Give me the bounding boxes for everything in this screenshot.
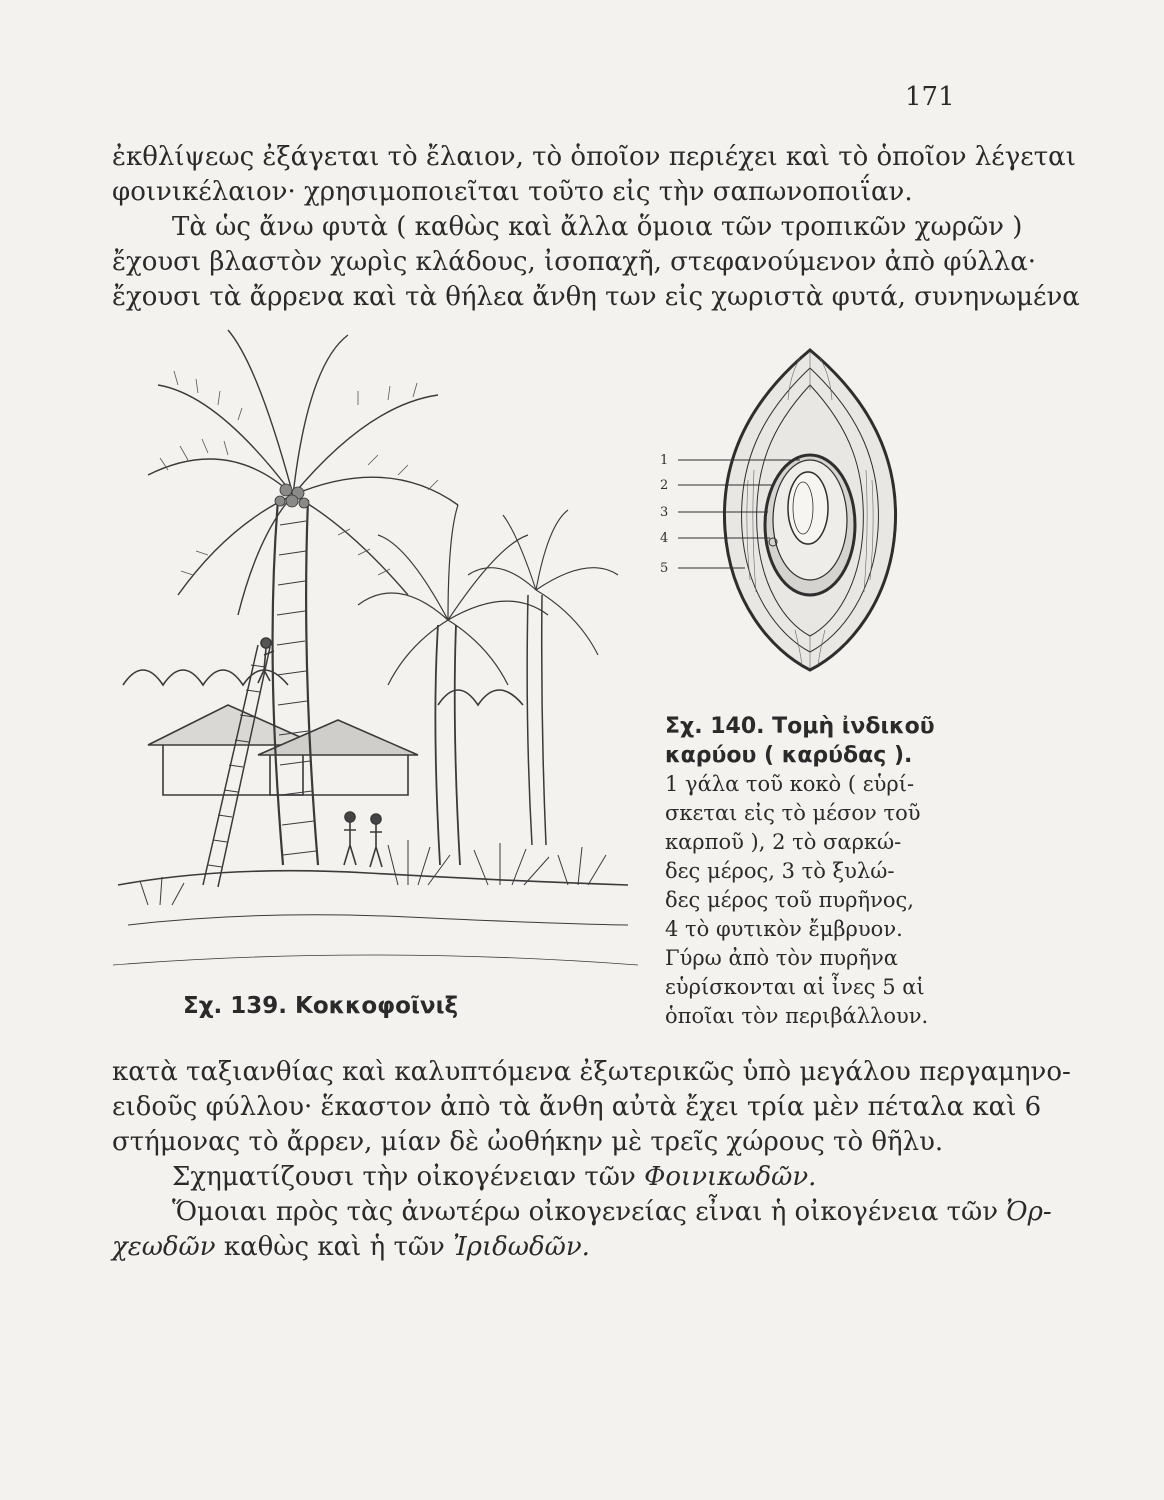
caption-line: σκεται εἰς τὸ μέσον τοῦ <box>665 801 921 825</box>
text-line <box>112 1230 950 1265</box>
diagram-label: 3 <box>660 505 669 520</box>
page-number: 171 <box>905 82 955 112</box>
plants-paragraph <box>112 210 1080 315</box>
text-line <box>112 1160 950 1195</box>
diagram-label: 5 <box>660 561 669 576</box>
intro-paragraph <box>112 140 1076 210</box>
diagram-label: 4 <box>660 531 669 546</box>
family-name: Φοινικωδῶν. <box>644 1162 817 1192</box>
caption-title: Σχ. 140. Τομὴ ἰνδικοῦ <box>665 714 935 739</box>
figure-140-caption <box>665 712 935 1031</box>
diagram-label: 1 <box>660 453 669 468</box>
caption-line: καρποῦ ), 2 τὸ σαρκώ- <box>665 830 902 854</box>
coconut-cross-section-diagram <box>650 330 950 690</box>
text-fragment: καθὼς καὶ ἡ τῶν <box>215 1232 454 1262</box>
caption-line: Γύρω ἀπὸ τὸν πυρῆνα <box>665 946 898 970</box>
text-line: ἐκθλίψεως ἐξάγεται τὸ ἔλαιον, τὸ ὁποῖον περιέχει καὶ τὸ ὁποῖον λέγεται <box>112 142 1076 172</box>
text-line: στήμονας τὸ ἄρρεν, μίαν δὲ ὠοθήκην μὲ τρεῖς χώρους τὸ θῆλυ. <box>112 1127 944 1157</box>
caption-line: εὑρίσκονται αἱ ἶνες 5 αἱ <box>665 975 925 999</box>
caption-line: δες μέρος τοῦ πυρῆνος, <box>665 888 914 912</box>
text-line: ειδοῦς φύλλου· ἕκαστον ἀπὸ τὰ ἄνθη αὐτὰ ἔχει τρία μὲν πέταλα καὶ 6 <box>112 1092 1042 1122</box>
figure-139-caption: Σχ. 139. Κοκκοφοῖνιξ <box>183 993 459 1019</box>
family-name: Ἰριδωδῶν. <box>453 1232 590 1262</box>
text-line: κατὰ ταξιανθίας καὶ καλυπτόμενα ἐξωτερικῶς ὑπὸ μεγάλου περγαμηνο- <box>112 1057 1071 1087</box>
text-line: ἔχουσι τὰ ἄρρενα καὶ τὰ θήλεα ἄνθη των εἰς χωριστὰ φυτά, συνηνωμένα <box>112 282 1080 312</box>
text-fragment: Σχηματίζουσι τὴν οἰκογένειαν τῶν <box>172 1162 645 1192</box>
caption-line: ὁποῖαι τὸν περιβάλλουν. <box>665 1004 929 1028</box>
caption-line: δες μέρος, 3 τὸ ξυλώ- <box>665 859 895 883</box>
diagram-label: 2 <box>660 478 669 493</box>
caption-line: 1 γάλα τοῦ κοκὸ ( εὑρί- <box>665 772 915 796</box>
text-line <box>112 1195 1052 1230</box>
caption-line: 4 τὸ φυτικὸν ἔμβρυον. <box>665 917 903 941</box>
text-fragment: Ὅμοιαι πρὸς τὰς ἀνωτέρω οἰκογενείας εἶναι ἡ οἰκογένεια τῶν <box>172 1197 1007 1227</box>
text-line: Τὰ ὡς ἄνω φυτὰ ( καθὼς καὶ ἄλλα ὅμοια τῶν τροπικῶν χωρῶν ) <box>172 212 1023 242</box>
caption-title: καρύου ( καρύδας ). <box>665 743 913 768</box>
family-name: χεωδῶν <box>112 1232 216 1262</box>
text-line: ἔχουσι βλαστὸν χωρὶς κλάδους, ἰσοπαχῆ, στεφανούμενον ἀπὸ φύλλα· <box>112 247 1037 277</box>
text-line: φοινικέλαιον· χρησιμοποιεῖται τοῦτο εἰς τὴν σαπωνοποιΐαν. <box>112 177 913 207</box>
family-name: Ὀρ- <box>1006 1197 1052 1227</box>
coconut-palm-illustration <box>108 325 640 995</box>
continuation-paragraph <box>112 1055 1071 1265</box>
